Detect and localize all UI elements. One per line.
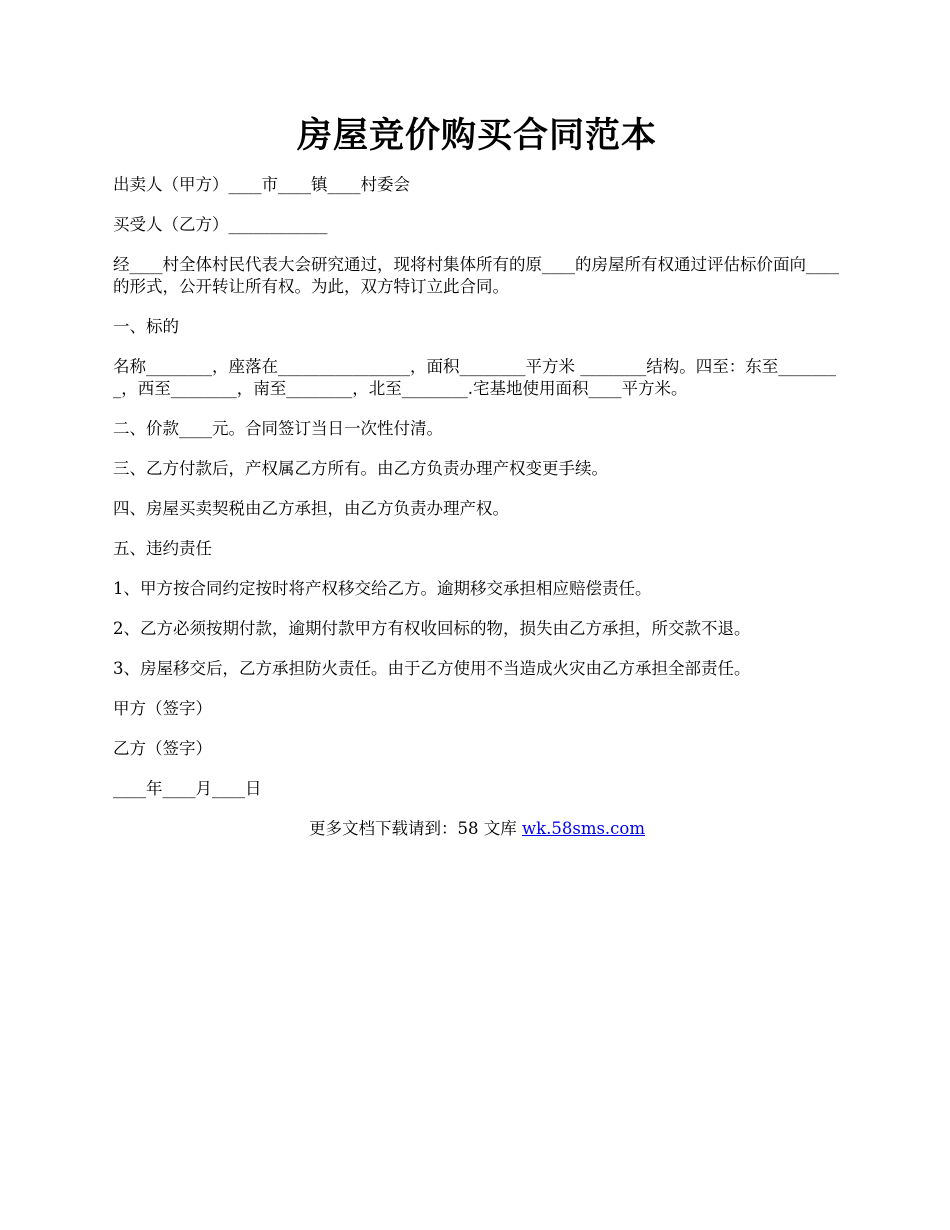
clause-tax: 四、房屋买卖契税由乙方承担，由乙方负责办理产权。: [113, 499, 509, 518]
document-page: [113, 110, 845, 840]
liability-item-2: 2、乙方必须按期付款，逾期付款甲方有权收回标的物，损失由乙方承担，所交款不退。: [113, 619, 751, 638]
date-line: ____年____月____日: [113, 779, 262, 798]
subject-details-paragraph: 名称________，座落在________________，面积________平方米 ________结构。四至：东至________，西至________，南至________，北至________.宅基地使用面积____平方米。: [113, 357, 836, 398]
preamble-paragraph: 经____村全体村民代表大会研究通过，现将村集体所有的原____的房屋所有权通过评估标价面向____ 的形式，公开转让所有权。为此，双方特订立此合同。: [113, 255, 845, 296]
liability-item-3: 3、房屋移交后，乙方承担防火责任。由于乙方使用不当造成火灾由乙方承担全部责任。: [113, 659, 751, 678]
section-heading-subject: 一、标的: [113, 317, 179, 336]
party-b-signature: 乙方（签字）: [113, 739, 212, 758]
party-a-signature: 甲方（签字）: [113, 699, 212, 718]
footer-text: 更多文档下载请到：58 文库: [308, 819, 522, 838]
download-footer: [113, 818, 841, 840]
seller-line: 出卖人（甲方）____市____镇____村委会: [113, 175, 410, 194]
document-title: 房屋竞价购买合同范本: [296, 115, 657, 156]
liability-item-1: 1、甲方按合同约定按时将产权移交给乙方。逾期移交承担相应赔偿责任。: [113, 579, 652, 598]
buyer-line: 买受人（乙方）____________: [113, 215, 328, 234]
footer-link[interactable]: wk.58sms.com: [521, 819, 645, 838]
clause-ownership: 三、乙方付款后，产权属乙方所有。由乙方负责办理产权变更手续。: [113, 459, 608, 478]
clause-price: 二、价款____元。合同签订当日一次性付清。: [113, 419, 443, 438]
section-heading-liability: 五、违约责任: [113, 539, 212, 558]
